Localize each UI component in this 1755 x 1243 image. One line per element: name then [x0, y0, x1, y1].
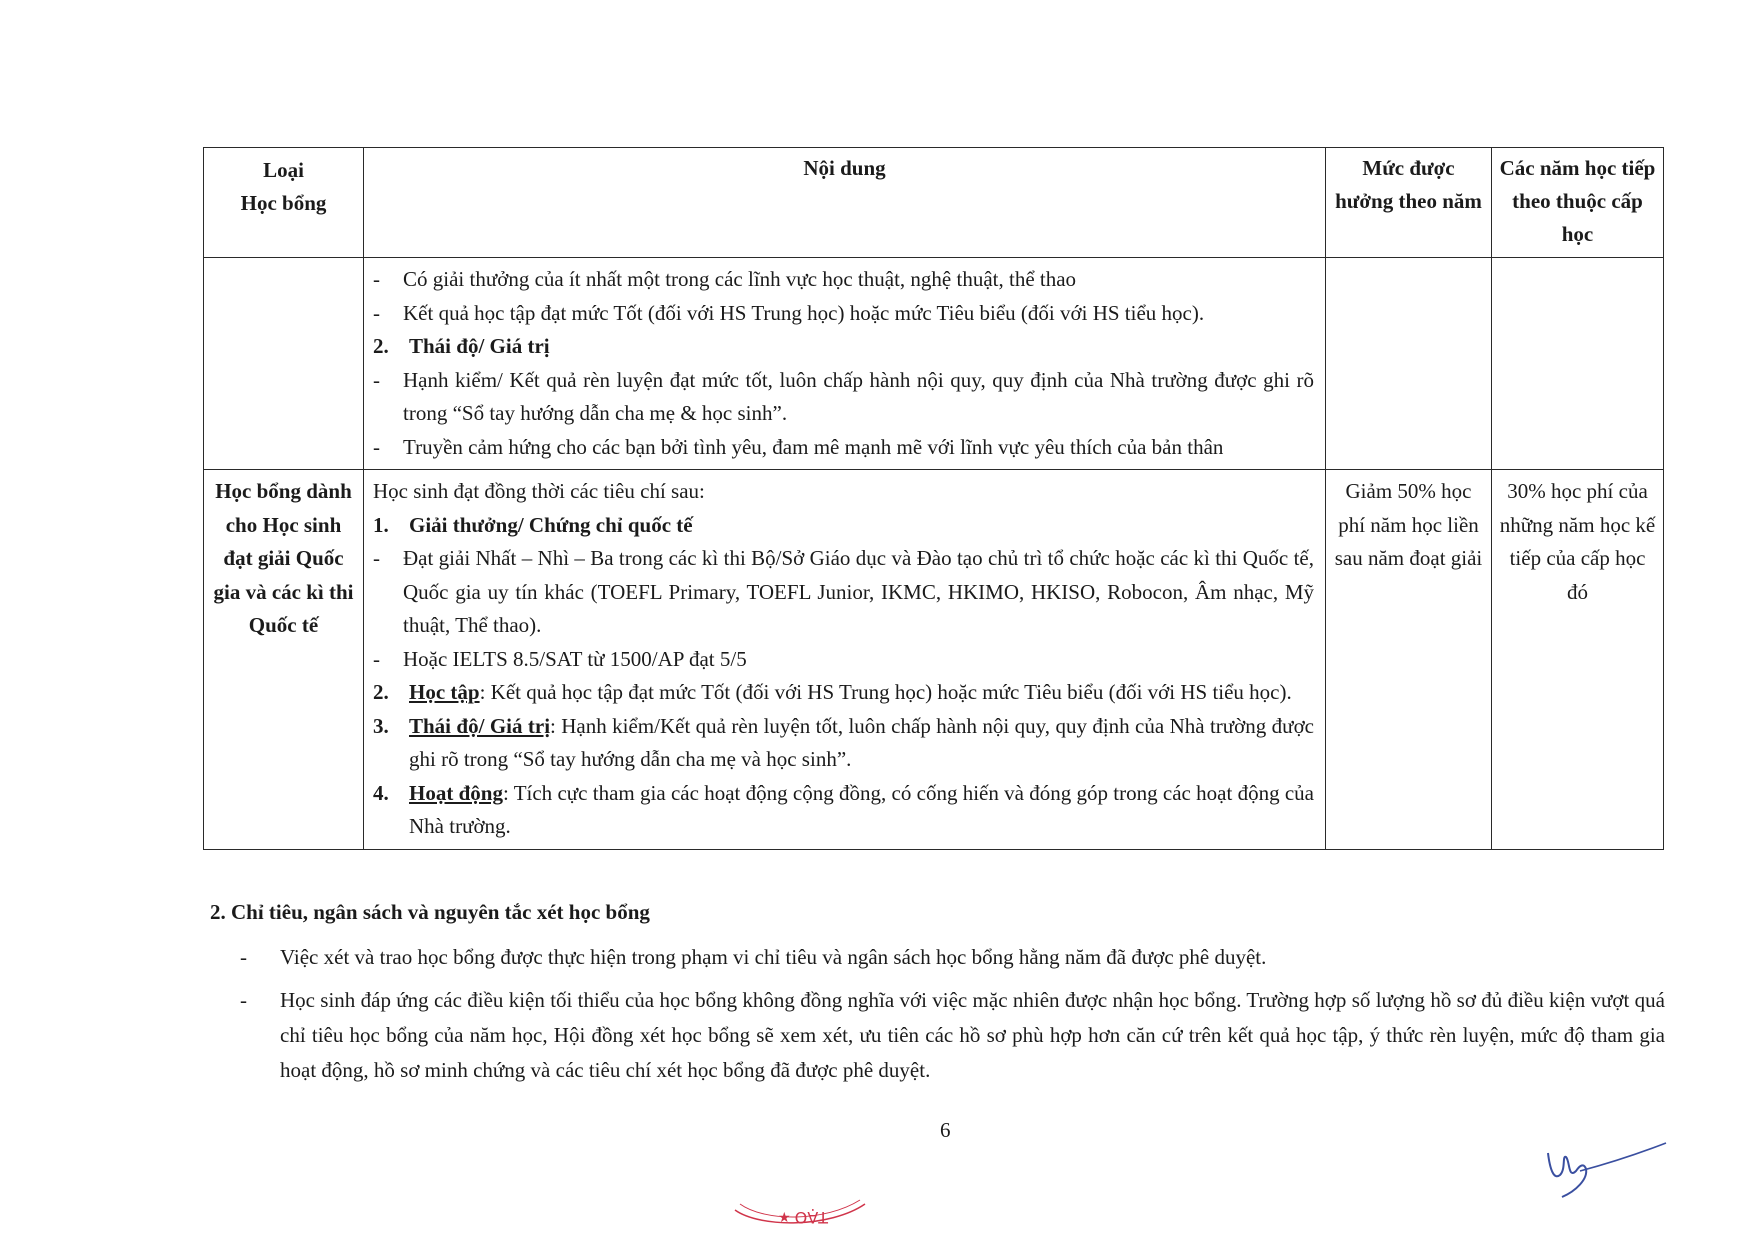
header-amount: Mức được hưởng theo năm	[1326, 148, 1492, 258]
stamp-fragment	[730, 1198, 870, 1243]
numbered-item: 4. Hoạt động: Tích cực tham gia các hoạt động cộng đồng, có cống hiến và đóng góp trong các hoạt động của Nhà trường.	[373, 780, 1315, 838]
list-item: - Kết quả học tập đạt mức Tốt (đối với HS Trung học) hoặc mức Tiêu biểu (đối với HS tiểu học).	[373, 300, 1205, 325]
row2-amount-cell: Giảm 50% học phí năm học liền sau năm đoạt giải	[1326, 470, 1492, 850]
row1-content-cell	[364, 258, 1326, 470]
list-item: - Học sinh đáp ứng các điều kiện tối thiểu của học bổng không đồng nghĩa với việc mặc nhiên được nhận học bổng. Trường hợp số lượng hồ sơ đủ điều kiện vượt quá chỉ tiêu học bổng của năm học, Hội đồng xét học bổng sẽ xem xét, ưu tiên các hồ sơ phù hợp hơn căn cứ trên kết quả học tập, ý thức rèn luyện, mức độ tham gia hoạt động, hồ sơ minh chứng và các tiêu chí xét học bổng đã được phê duyệt.	[240, 988, 1665, 1082]
header-years: Các năm học tiếp theo thuộc cấp học	[1492, 148, 1664, 258]
list-item: - Việc xét và trao học bổng được thực hiện trong phạm vi chỉ tiêu và ngân sách học bổng hằng năm đã được phê duyệt.	[240, 945, 1267, 969]
row1-type-cell	[204, 258, 364, 470]
numbered-item: 2. Thái độ/ Giá trị	[373, 334, 550, 358]
table-row	[204, 470, 1664, 850]
row2-years-cell: 30% học phí của những năm học kế tiếp của cấp học đó	[1492, 470, 1664, 850]
row1-amount-cell	[1326, 258, 1492, 470]
list-item: - Hạnh kiểm/ Kết quả rèn luyện đạt mức tốt, luôn chấp hành nội quy, quy định của Nhà trường được ghi rõ trong “Sổ tay hướng dẫn cha mẹ & học sinh”.	[373, 367, 1314, 425]
page-number: 6	[940, 1118, 951, 1142]
list-item: - Có giải thưởng của ít nhất một trong các lĩnh vực học thuật, nghệ thuật, thể thao	[373, 267, 1077, 291]
list-item: - Hoặc IELTS 8.5/SAT từ 1500/AP đạt 5/5	[373, 646, 747, 671]
scholarship-table	[203, 147, 1664, 850]
table-row	[204, 258, 1664, 470]
numbered-item: 2. Học tập: Kết quả học tập đạt mức Tốt (đối với HS Trung học) hoặc mức Tiêu biểu (đối với HS tiểu học).	[373, 680, 1292, 704]
row2-intro: Học sinh đạt đồng thời các tiêu chí sau:	[373, 479, 705, 503]
numbered-item: 1. Giải thưởng/ Chứng chỉ quốc tế	[373, 512, 693, 537]
row2-content-cell	[364, 470, 1326, 850]
section-heading: 2. Chỉ tiêu, ngân sách và nguyên tắc xét học bổng	[210, 900, 650, 924]
svg-text:TẠO: TẠO	[794, 1208, 828, 1227]
header-type: Loại Học bổng	[204, 148, 364, 258]
svg-text:★: ★	[778, 1210, 791, 1226]
numbered-item: 3. Thái độ/ Giá trị: Hạnh kiểm/Kết quả rèn luyện tốt, luôn chấp hành nội quy, quy định của Nhà trường được ghi rõ trong “Sổ tay hướng dẫn cha mẹ và học sinh”.	[373, 713, 1314, 771]
section-bullets	[240, 940, 1665, 1096]
list-item: - Truyền cảm hứng cho các bạn bởi tình yêu, đam mê mạnh mẽ với lĩnh vực yêu thích của bản thân	[373, 434, 1224, 459]
header-content: Nội dung	[364, 148, 1326, 258]
row2-type-cell: Học bổng dành cho Học sinh đạt giải Quốc gia và các kì thi Quốc tế	[204, 470, 364, 850]
list-item: - Đạt giải Nhất – Nhì – Ba trong các kì thi Bộ/Sở Giáo dục và Đào tạo chủ trì tổ chức hoặc các kì thi Quốc tế, Quốc gia uy tín khác (TOEFL Primary, TOEFL Junior, IKMC, HKIMO, HKISO, Robocon, Âm nhạc, Mỹ thuật, Thể thao).	[373, 546, 1314, 637]
row1-years-cell	[1492, 258, 1664, 470]
signature-mark	[1540, 1135, 1670, 1210]
table-header-row	[204, 148, 1664, 258]
